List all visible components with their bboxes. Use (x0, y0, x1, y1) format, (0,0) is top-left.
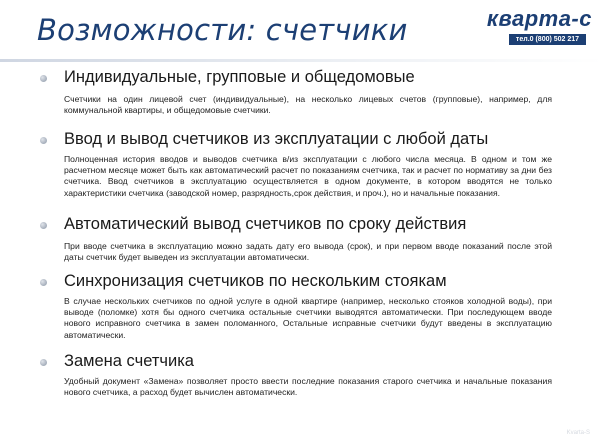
title-divider (0, 59, 604, 62)
feature-description: Полноценная история вводов и выводов счетчика в/из эксплуатации с любого числа месяца. В одном и том же расчетном месяце может быть как автоматический расчет по показаниям счетчика, так и расчет по нормативу за дни без счетчика. Ввод счетчиков в эксплуатацию осуществляется в одном документе, в котором вводятся не только характеристики счетчика (заводской номер, разрядность,срок действия, и проч.), но и начальные показания. (64, 154, 552, 198)
company-logo (488, 6, 592, 50)
bullet-icon (40, 279, 47, 286)
feature-description: Удобный документ «Замена» позволяет просто ввести последние показания старого счетчика и начальные показания нового счетчика, а расход будет вычислен автоматически. (64, 376, 552, 398)
feature-heading: Индивидуальные, групповые и общедомовые (64, 68, 415, 86)
feature-description: При вводе счетчика в эксплуатацию можно задать дату его вывода (срок), и при первом вводе показаний после этой даты счетчик будет выведен из эксплуатации автоматически. (64, 241, 552, 263)
bullet-icon (40, 75, 47, 82)
feature-description: В случае нескольких счетчиков по одной услуге в одной квартире (например, несколько стояков холодной воды), при выводе (поломке) хотя бы одного счетчика остальные счетчики выводятся автоматически. При последующем вводе нового исправного счетчика в замен поломанного, Остальные исправные счетчики будут введены в эксплуатацию автоматически. (64, 296, 552, 340)
feature-heading: Автоматический вывод счетчиков по сроку действия (64, 215, 467, 233)
feature-heading: Ввод и вывод счетчиков из эксплуатации с любой даты (64, 130, 489, 148)
feature-heading: Замена счетчика (64, 352, 194, 370)
logo-wordmark: кварта-с (486, 6, 592, 31)
slide-title: Возможности: счетчики (37, 13, 408, 47)
bullet-icon (40, 222, 47, 229)
slide-footer: Kvarta-S (566, 430, 590, 436)
logo-phone: тел.0 (800) 502 217 (509, 34, 586, 45)
bullet-icon (40, 137, 47, 144)
feature-heading: Синхронизация счетчиков по нескольким стоякам (64, 272, 447, 290)
bullet-icon (40, 359, 47, 366)
feature-description: Счетчики на один лицевой счет (индивидуальные), на несколько лицевых счетов (групповые), например, для коммунальной квартиры, и общедомовые счетчики. (64, 94, 552, 116)
